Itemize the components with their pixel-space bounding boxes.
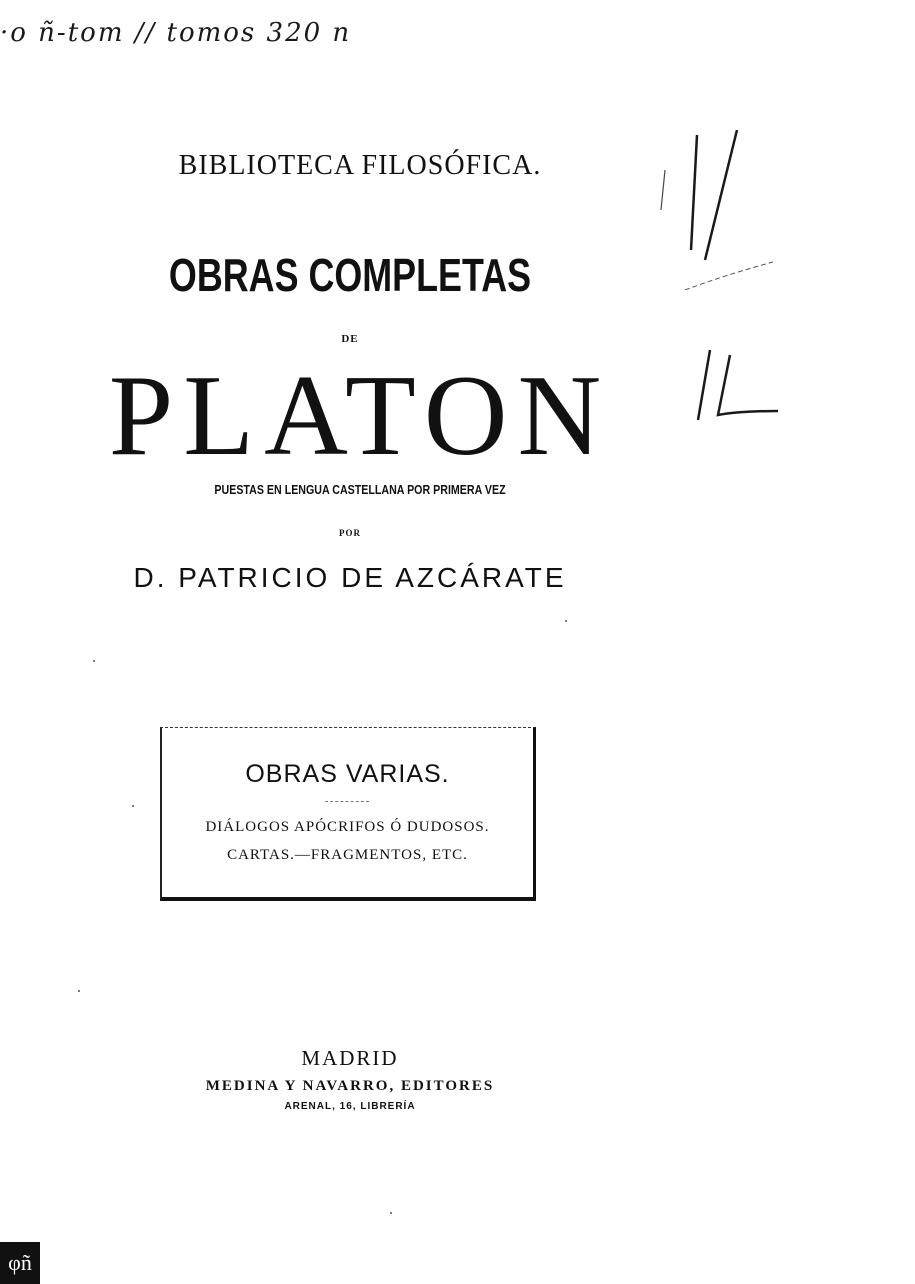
imprint-city: MADRID	[301, 1046, 399, 1070]
translator-name: D. PATRICIO DE AZCÁRATE	[133, 562, 567, 593]
volume-contents-line-2: CARTAS.—FRAGMENTOS, ETC.	[227, 847, 468, 863]
scan-speck	[132, 805, 134, 807]
scan-speck	[93, 660, 95, 662]
preposition-por: POR	[339, 528, 361, 538]
imprint-publisher: MEDINA Y NAVARRO, EDITORES	[205, 1078, 495, 1094]
work-title: OBRAS COMPLETAS	[168, 249, 532, 301]
scan-speck	[565, 620, 567, 622]
handwritten-il-mark	[680, 345, 790, 435]
imprint-address: ARENAL, 16, LIBRERÍA	[284, 1101, 416, 1112]
volume-contents-box	[160, 727, 536, 901]
volume-title-rule	[325, 801, 369, 802]
volume-contents-line-1: DIÁLOGOS APÓCRIFOS Ó DUDOSOS.	[205, 819, 490, 835]
scan-speck	[390, 1212, 392, 1214]
handwritten-annotation-top: ·o ñ-tom // tomos 320 n	[0, 18, 352, 48]
handwritten-slash-mark	[655, 130, 775, 290]
scan-speck	[78, 990, 80, 992]
preposition-de: DE	[341, 333, 359, 345]
library-logo-icon: φñ	[0, 1242, 40, 1284]
volume-title: OBRAS VARIAS.	[245, 760, 450, 788]
author-name: PLATON	[108, 352, 612, 480]
series-title: BIBLIOTECA FILOSÓFICA.	[178, 150, 542, 181]
translation-note: PUESTAS EN LENGUA CASTELLANA POR PRIMERA VEZ	[214, 482, 506, 497]
